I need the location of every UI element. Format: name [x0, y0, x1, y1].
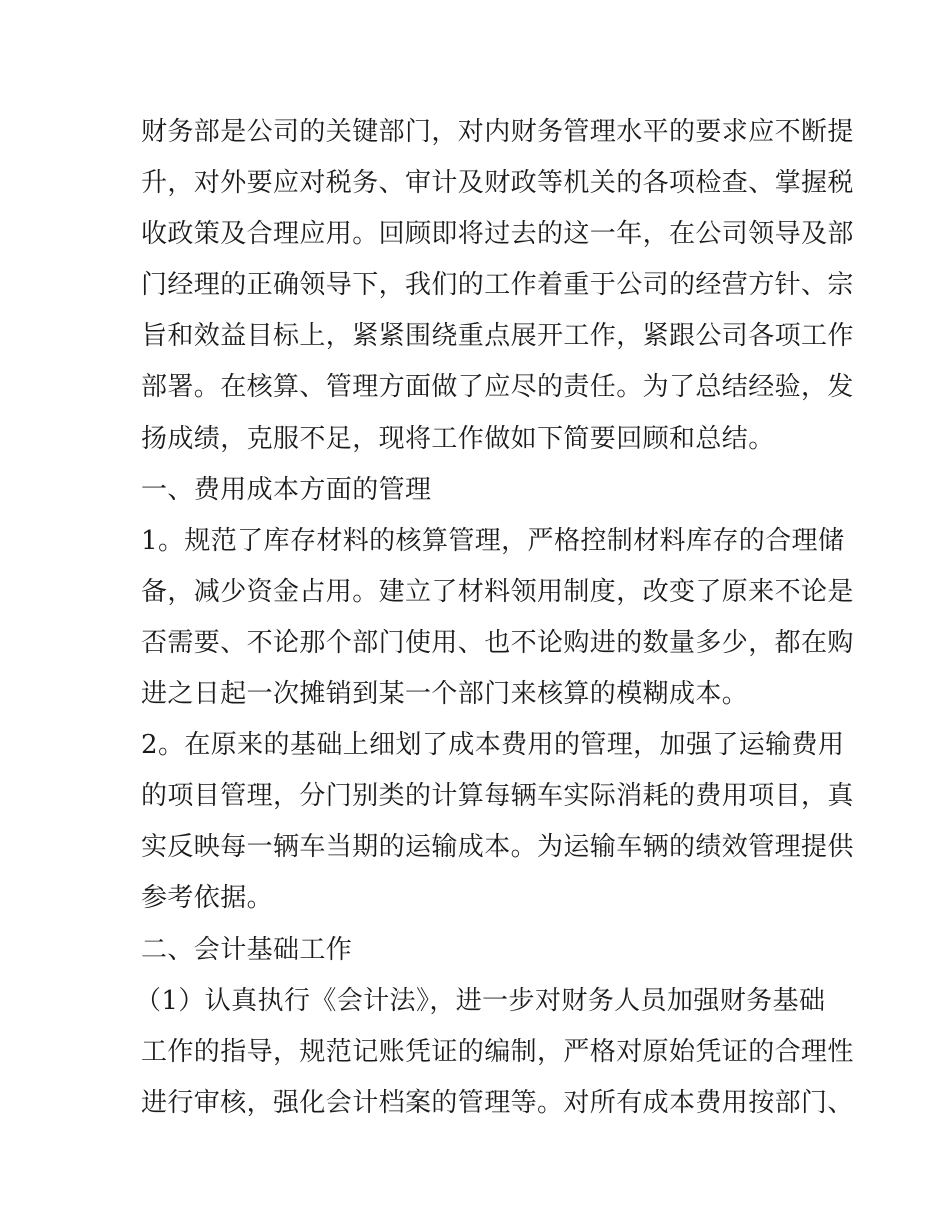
document-body [135, 107, 854, 1129]
paragraph-line: 2。在原来的基础上细划了成本费用的管理，加强了运输费用 [141, 730, 845, 761]
paragraph-line: 升，对外要应对税务、审计及财政等机关的各项检查、掌握税 [141, 168, 854, 199]
paragraph-line: 工作的指导，规范记账凭证的编制，严格对原始凭证的合理性 [141, 1036, 854, 1067]
paragraph-line: 财务部是公司的关键部门，对内财务管理水平的要求应不断提 [141, 117, 854, 147]
paragraph-line: 进之日起一次摊销到某一个部门来核算的模糊成本。 [141, 679, 749, 710]
paragraph-line: 备，减少资金占用。建立了材料领用制度，改变了原来不论是 [141, 576, 854, 607]
paragraph-line: 扬成绩，克服不足，现将工作做如下简要回顾和总结。 [141, 423, 775, 454]
paragraph-line: 部署。在核算、管理方面做了应尽的责任。为了总结经验，发 [141, 372, 854, 403]
paragraph-line: 参考依据。 [141, 883, 274, 914]
paragraph-line: 进行审核，强化会计档案的管理等。对所有成本费用按部门、 [141, 1087, 854, 1118]
paragraph-line: 的项目管理，分门别类的计算每辆车实际消耗的费用项目，真 [141, 781, 854, 812]
section-heading: 二、会计基础工作 [141, 934, 353, 965]
section-heading: 一、费用成本方面的管理 [141, 474, 432, 505]
paragraph-line: 1。规范了库存材料的核算管理，严格控制材料库存的合理储 [141, 525, 845, 556]
paragraph-line: 否需要、不论那个部门使用、也不论购进的数量多少，都在购 [141, 627, 854, 658]
paragraph-line: （1）认真执行《会计法》，进一步对财务人员加强财务基础 [135, 985, 826, 1016]
paragraph-line: 门经理的正确领导下，我们的工作着重于公司的经营方针、宗 [141, 270, 854, 301]
paragraph-line: 实反映每一辆车当期的运输成本。为运输车辆的绩效管理提供 [141, 832, 854, 863]
paragraph-line: 收政策及合理应用。回顾即将过去的这一年，在公司领导及部 [141, 219, 854, 250]
paragraph-line: 旨和效益目标上，紧紧围绕重点展开工作，紧跟公司各项工作 [141, 321, 854, 352]
